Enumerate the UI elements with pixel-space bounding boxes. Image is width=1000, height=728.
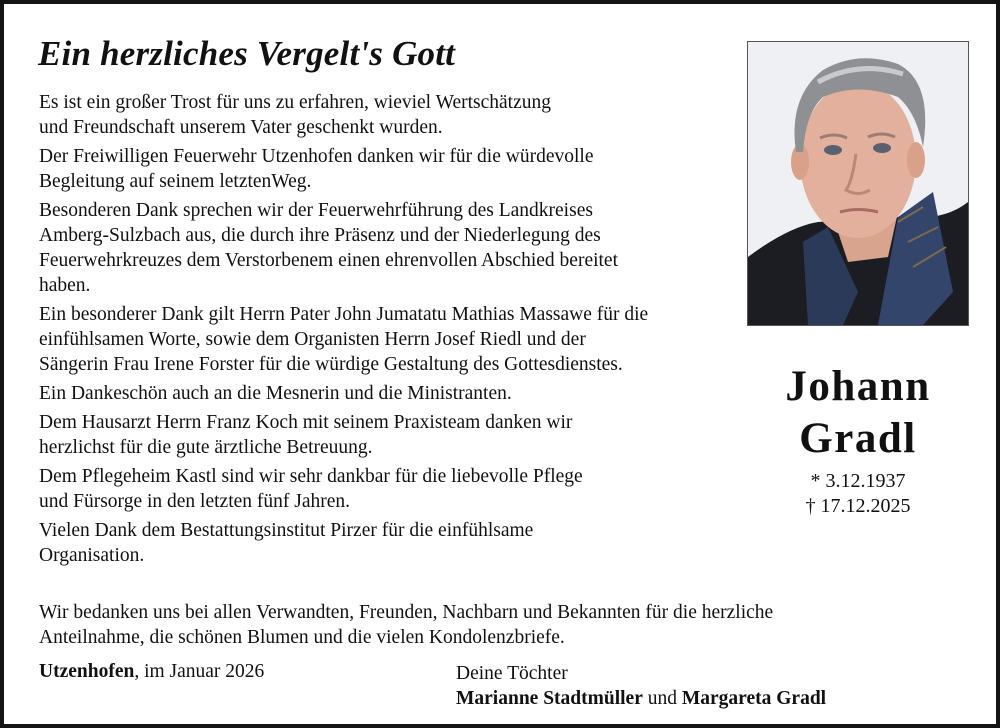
- thanks-body: [39, 90, 759, 572]
- paragraph: [39, 144, 759, 194]
- line: Ein Dankeschön auch an die Mesnerin und die Ministranten.: [39, 383, 512, 404]
- line: Sängerin Frau Irene Forster für die würdige Gestaltung des Gottesdienstes.: [39, 354, 623, 375]
- paragraph: [39, 302, 759, 377]
- paragraph: [39, 381, 759, 406]
- line: Der Freiwilligen Feuerwehr Utzenhofen danken wir für die würdevolle: [39, 146, 594, 167]
- line: Anteilnahme, die schönen Blumen und die vielen Kondolenzbriefe.: [39, 627, 565, 648]
- paragraph: [39, 90, 759, 140]
- line: Dem Hausarzt Herrn Franz Koch mit seinem Praxisteam danken wir: [39, 412, 573, 433]
- line: Es ist ein großer Trost für uns zu erfahren, wieviel Wertschätzung: [39, 92, 551, 113]
- signers: [456, 661, 826, 711]
- line: Amberg-Sulzbach aus, die durch ihre Präsenz und der Niederlegung des: [39, 225, 601, 246]
- line: Dem Pflegeheim Kastl sind wir sehr dankbar für die liebevolle Pflege: [39, 466, 583, 487]
- line: herzlichst für die gute ärztliche Betreuung.: [39, 437, 373, 458]
- line: Wir bedanken uns bei allen Verwandten, Freunden, Nachbarn und Bekannten für die herzliche: [39, 602, 774, 623]
- line: einfühlsamen Worte, sowie dem Organisten Herrn Josef Riedl und der: [39, 329, 586, 350]
- signer-name: Marianne Stadtmüller: [456, 688, 643, 709]
- signers-names: [456, 686, 826, 711]
- paragraph: [39, 464, 759, 514]
- signers-intro: Deine Töchter: [456, 663, 568, 684]
- line: und Freundschaft unserem Vater geschenkt wurden.: [39, 117, 443, 138]
- line: Organisation.: [39, 545, 145, 566]
- town: Utzenhofen: [39, 661, 135, 682]
- birth-date: * 3.12.1937: [810, 470, 906, 492]
- place-date: [39, 661, 264, 683]
- conjunction: und: [642, 688, 682, 709]
- closing-paragraph: [39, 600, 773, 650]
- paragraph: [39, 518, 759, 568]
- last-name: Gradl: [799, 415, 917, 462]
- paragraph: [39, 198, 759, 298]
- date: , im Januar 2026: [134, 661, 265, 682]
- portrait-illustration: [748, 42, 968, 325]
- line: Besonderen Dank sprechen wir der Feuerwehrführung des Landkreises: [39, 200, 593, 221]
- life-dates: [744, 469, 972, 519]
- line: Vielen Dank dem Bestattungsinstitut Pirzer für die einfühlsame: [39, 520, 534, 541]
- portrait-photo: [747, 41, 969, 326]
- first-name: Johann: [785, 363, 931, 410]
- notice-title: Ein herzliches Vergelt's Gott: [38, 34, 456, 73]
- line: Feuerwehrkreuzes dem Verstorbenem einen ehrenvollen Abschied bereitet: [39, 250, 619, 271]
- line: Ein besonderer Dank gilt Herrn Pater John Jumatatu Mathias Massawe für die: [39, 304, 649, 325]
- deceased-name: [744, 361, 972, 465]
- death-date: † 17.12.2025: [805, 495, 911, 517]
- signer-name: Margareta Gradl: [681, 688, 827, 709]
- line: und Fürsorge in den letzten fünf Jahren.: [39, 491, 351, 512]
- line: Begleitung auf seinem letztenWeg.: [39, 171, 312, 192]
- line: haben.: [39, 275, 91, 296]
- paragraph: [39, 410, 759, 460]
